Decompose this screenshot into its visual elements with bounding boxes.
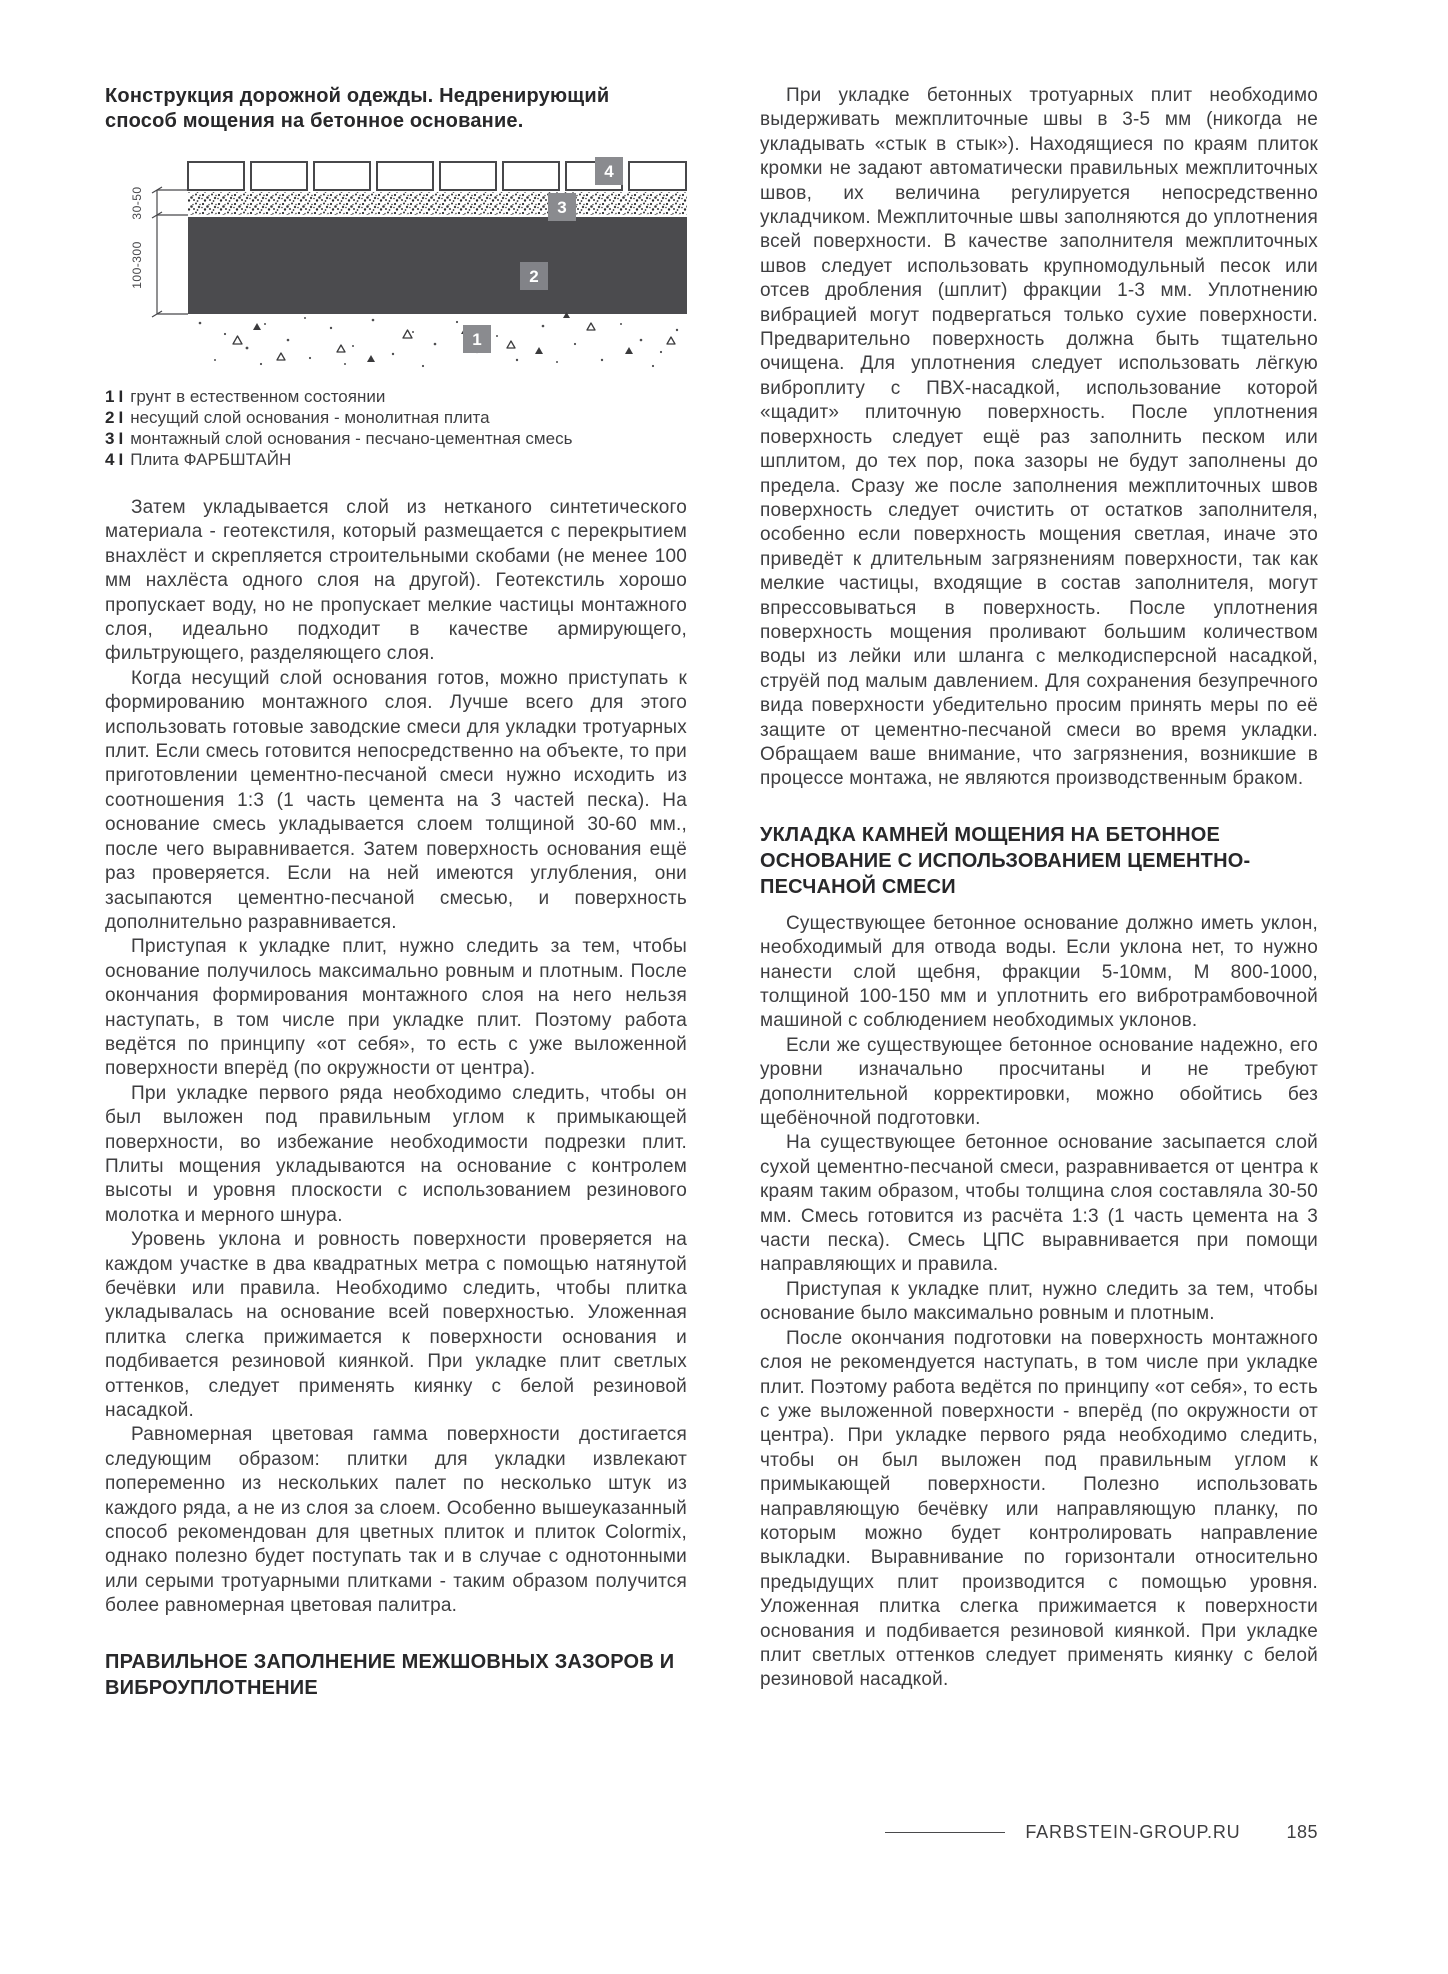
legend-text: монтажный слой основания - песчано-цементная смесь [130,429,573,448]
dimension-lines [152,187,188,317]
legend-separator: I [118,429,124,448]
legend-item [105,449,687,470]
figure-legend [105,386,687,470]
left-column-text [105,496,687,1619]
callout-2-number: 2 [529,267,539,286]
section-heading-joint-filling: ПРАВИЛЬНОЕ ЗАПОЛНЕНИЕ МЕЖШОВНЫХ ЗАЗОРОВ И ВИБРОУПЛОТНЕНИЕ [105,1650,675,1699]
base-slab-layer [188,217,687,314]
legend-item [105,407,687,428]
body-paragraph: После окончания подготовки на поверхность монтажного слоя не рекомендуется наступать, в том числе при укладке плит. Поэтому работа ведётся по принципу «от себя», то есть с уже выложенной поверхности - вперёд (по окружности от центра). При укладке первого ряда необходимо следить, чтобы он был выложен под правильным углом к примыкающей поверхности. Полезно использовать направляющую бечёвку или направляющую планку, по которым можно будет контролировать направление выкладки. Выравнивание по горизонтали относительно предыдущих плит производится с помощью уровня. Уложенная плитка слегка прижимается к поверхности основания и подбивается резиновой киянкой. При укладке плит светлых оттенков следует применять киянку с белой резиновой насадкой. [760,1327,1318,1691]
body-paragraph: Когда несущий слой основания готов, можно приступать к формированию монтажного слоя. Лучше всего для этого использовать готовые заводские смеси для укладки тротуарных плит. Если смесь готовится непосредственно на объекте, то при приготовлении цементно-песчаной смеси нужно исходить из соотношения 1:3 (1 часть цемента на 3 частей песка). На основание смесь укладывается слоем толщиной 30-60 мм., после чего выравнивается. Затем поверхность основания ещё раз проверяется. Если на ней имеются углубления, они засыпаются цементно-песчаной смесью, и поверхность дополнительно разравнивается. [105,667,687,933]
body-paragraph: Равномерная цветовая гамма поверхности достигается следующим образом: плитки для укладки извлекают попеременно из нескольких палет по несколько штук из каждого ряда, а не из слоя за слоем. Особенно вышеуказанный способ рекомендован для цветных плиток и плиток Colormix, однако полезно будет поступать так и в случае с однотонными или серыми тротуарными плитками - таким образом получится более равномерная цветовая палитра. [105,1424,687,1617]
legend-text: грунт в естественном состоянии [130,387,386,406]
legend-number: 2 [105,408,115,427]
footer-site-url: FARBSTEIN-GROUP.RU [1025,1822,1241,1842]
construction-diagram [105,148,687,380]
right-column-text-top [760,84,1318,792]
body-paragraph: Уровень уклона и ровность поверхности проверяется на каждом участке в два квадратных метра с помощью натянутой бечёвки или правила. Необходимо следить, чтобы плитка укладывалась на основание всей поверхностью. Уложенная плитка слегка прижимается к поверхности основания и подбивается резиновой киянкой. При укладке плит светлых оттенков, следует применять киянку с белой резиновой насадкой. [105,1229,687,1422]
legend-item [105,386,687,407]
page-footer [760,1822,1318,1843]
page-number: 185 [1286,1822,1318,1842]
legend-number: 1 [105,387,115,406]
section-heading-laying-on-concrete: УКЛАДКА КАМНЕЙ МОЩЕНИЯ НА БЕТОННОЕ ОСНОВАНИЕ С ИСПОЛЬЗОВАНИЕМ ЦЕМЕНТНО-ПЕСЧАНОЙ СМЕСИ [760,823,1251,898]
legend-separator: I [118,408,124,427]
legend-separator: I [118,450,124,469]
legend-number: 3 [105,429,115,448]
body-paragraph: Приступая к укладке плит, нужно следить за тем, чтобы основание получилось максимально ровным и плотным. После окончания формирования монтажного слоя на него нельзя наступать, в том числе при укладке плит. Поэтому работа ведётся по принципу «от себя», то есть с уже выложенной поверхности вперёд (по окружности от центра). [105,936,687,1080]
body-paragraph: Существующее бетонное основание должно иметь уклон, необходимый для отвода воды. Если уклона нет, то нужно нанести слой щебня, фракции 5-10мм, М 800-1000, толщиной 100-150 мм и уплотнить его вибротрамбовочной машиной с соблюдением необходимых уклонов. [760,912,1318,1032]
callout-4-number: 4 [604,162,614,181]
body-paragraph: Затем укладывается слой из нетканого синтетического материала - геотекстиля, который размещается с перекрытием внахлёст и скрепляется строительными скобами (не менее 100 мм нахлёста одного слоя на другой). Геотекстиль хорошо пропускает воду, но не пропускает мелкие частицы монтажного слоя, идеально подходит в качестве армирующего, фильтрующего, разделяющего слоя. [105,497,687,665]
body-paragraph: При укладке первого ряда необходимо следить, чтобы он был выложен под правильным углом к примыкающей поверхности, во избежание необходимости подрезки плит. Плиты мощения укладываются на основание с контролем высоты и уровня плоскости с использованием резинового молотка и мерного шнура. [105,1082,687,1226]
bedding-layer [188,192,687,215]
body-paragraph: На существующее бетонное основание засыпается слой сухой цементно-песчаной смеси, разравнивается от центра к краям таким образом, чтобы толщина слоя составляла 30-50 мм. Смесь готовится из расчёта 1:3 (1 часть цемента на 3 части песка). Смесь ЦПС выравнивается при помощи направляющих и правила. [760,1132,1318,1276]
legend-text: Плита ФАРБШТАЙН [130,450,292,469]
body-paragraph: Приступая к укладке плит, нужно следить за тем, чтобы основание было максимально ровным и плотным. [760,1278,1318,1325]
dimension-30-50: 30-50 [130,186,144,220]
right-column [760,84,1318,1693]
figure-title: Конструкция дорожной одежды. Недренирующий способ мощения на бетонное основание. [105,85,610,132]
callout-3-number: 3 [557,198,567,217]
footer-rule [885,1832,1005,1833]
callout-1-number: 1 [472,330,482,349]
legend-number: 4 [105,450,115,469]
right-column-text-bottom [760,912,1318,1693]
legend-item [105,428,687,449]
left-column [105,84,687,1701]
dimension-100-300: 100-300 [130,241,144,289]
body-paragraph: При укладке бетонных тротуарных плит необходимо выдерживать межплиточные швы в 3-5 мм (никогда не укладывать «стык в стык»). Находящиеся по краям плиток кромки не задают автоматически правильных межплиточных швов, их величина регулируется непосредственно укладчиком. Межплиточные швы заполняются до уплотнения всей поверхности. В качестве заполнителя межплиточных швов следует использовать крупномодульный песок или отсев дробления (шплит) фракции 1-3 мм. Уплотнению вибрацией могут подвергаться только сухие поверхности. Предварительно поверхность должна быть тщательно очищена. Для уплотнения следует использовать лёгкую виброплиту с ПВХ-насадкой, использование которой «щадит» плиточную поверхность. После уплотнения поверхность следует ещё раз заполнить песком или шплитом, до тех пор, пока зазоры не будут заполнены до предела. Сразу же после заполнения межплиточных швов поверхность следует очистить от остатков заполнителя, особенно если поверхность мощения светлая, иначе это приведёт к длительным загрязнениям поверхности, так как мелкие частицы, входящие в состав заполнителя, могут впрессовываться в поверхность. После уплотнения поверхность мощения проливают большим количеством воды из лейки или шланга с мелкодисперсной насадкой, струёй под малым давлением. Для сохранения безупречного вида поверхности убедительно просим принять меры по её защите от цементно-песчаной смеси во время укладки. Обращаем ваше внимание, что загрязнения, возникшие в процессе монтажа, не являются производственным браком. [760,85,1318,790]
legend-text: несущий слой основания - монолитная плита [130,408,490,427]
subgrade-soil [199,312,679,367]
legend-separator: I [118,387,124,406]
body-paragraph: Если же существующее бетонное основание надежно, его уровни изначально просчитаны и не требуют дополнительной корректировки, можно обойтись без щебёночной подготовки. [760,1034,1318,1130]
